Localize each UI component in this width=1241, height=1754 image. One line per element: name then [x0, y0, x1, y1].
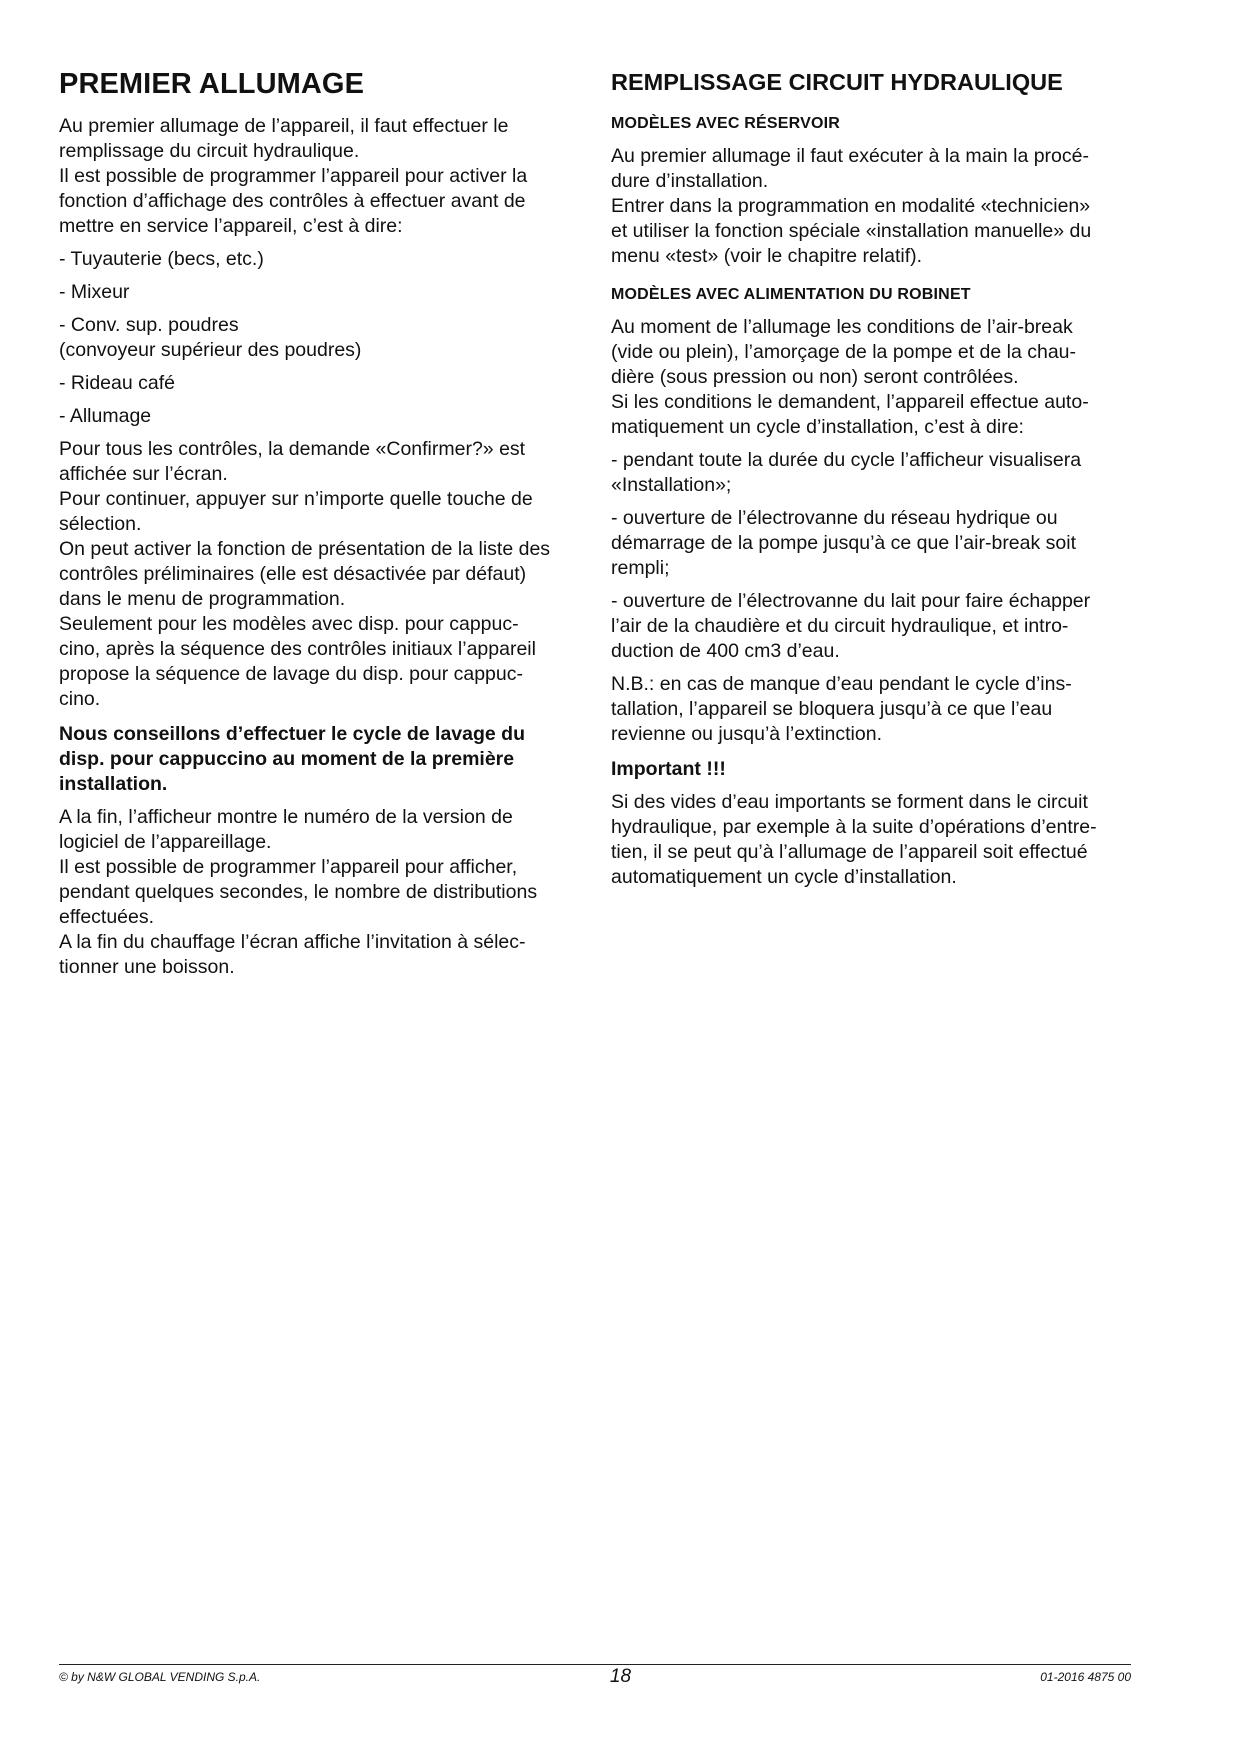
list-item: - pendant toute la durée du cycle l’afficheur visualisera «Installation»; — [611, 449, 1082, 496]
list-item: - Rideau café — [59, 372, 175, 394]
section-title-premier-allumage: PREMIER ALLUMAGE — [59, 68, 365, 100]
footer-copyright: © by N&W GLOBAL VENDING S.p.A. — [59, 1670, 261, 1684]
left-column — [59, 60, 589, 980]
paragraph-intro: Au premier allumage de l’appareil, il faut effectuer le remplissage du circuit hydraulique. Il est possible de programmer l’appareil pour activer la fonction d’affichage des contrôles à effectuer avant de mettre en service l’appareil, c’est à dire: — [59, 115, 528, 237]
installation-steps-list — [611, 448, 1141, 664]
page-number: 18 — [609, 1666, 632, 1687]
paragraph-controls: Pour tous les contrôles, la demande «Confirmer?» est affichée sur l’écran. Pour continuer, appuyer sur n’importe quelle touche de sélection. On peut activer la fonction de présentation de la liste des contrôles préliminaires (elle est désactivée par défaut) dans le menu de programmation. Seulement pour les modèles avec disp. pour cappuc- cino, après la séquence des contrôles initiaux l’appareil propose la séquence de lavage du disp. pour cappuc- cino. — [59, 438, 551, 710]
right-column — [611, 60, 1141, 890]
paragraph-end: A la fin, l’afficheur montre le numéro de la version de logiciel de l’appareillage. Il est possible de programmer l’appareil pour afficher, pendant quelques secondes, le nombre de distributions effectuées. A la fin du chauffage l’écran affiche l’invitation à sélec- tionner une boisson. — [59, 806, 538, 978]
list-item: - Mixeur — [59, 281, 130, 303]
nb-note: N.B.: en cas de manque d’eau pendant le cycle d’ins- tallation, l’appareil se bloquera jusqu’à ce que l’eau revienne ou jusqu’à l’extinction. — [611, 673, 1072, 745]
list-item: - ouverture de l’électrovanne du réseau hydrique ou démarrage de la pompe jusqu’à ce que l’air-break soit rempli; — [611, 507, 1077, 579]
paragraph-reservoir: Au premier allumage il faut exécuter à la main la procé- dure d’installation. Entrer dans la programmation en modalité «technicien» et utiliser la fonction spéciale «installation manuelle» du menu «test» (voir le chapitre relatif). — [611, 145, 1092, 267]
subheading-reservoir: MODÈLES AVEC RÉSERVOIR — [611, 115, 841, 132]
list-item: - Tuyauterie (becs, etc.) — [59, 248, 264, 270]
footer-divider — [59, 1664, 1131, 1665]
important-label: Important !!! — [611, 758, 726, 780]
subheading-robinet: MODÈLES AVEC ALIMENTATION DU ROBINET — [611, 286, 971, 303]
paragraph-important: Si des vides d’eau importants se forment dans le circuit hydraulique, par exemple à la suite d’opérations d’entre- tien, il se peut qu’à l’allumage de l’appareil soit effectué automatiquement un cycle d’installation. — [611, 791, 1097, 888]
bold-recommendation: Nous conseillons d’effectuer le cycle de lavage du disp. pour cappuccino au moment de la première installation. — [59, 723, 525, 795]
list-item: - Conv. sup. poudres (convoyeur supérieur des poudres) — [59, 314, 362, 361]
list-item: - ouverture de l’électrovanne du lait pour faire échapper l’air de la chaudière et du circuit hydraulique, et intro- duction de 400 cm3 d’eau. — [611, 590, 1091, 662]
list-item: - Allumage — [59, 405, 152, 427]
paragraph-robinet: Au moment de l’allumage les conditions de l’air-break (vide ou plein), l’amorçage de la pompe et de la chau- dière (sous pression ou non) seront contrôlées. Si les conditions le demandent, l’appareil effectue auto- matiquement un cycle d’installation, c’est à dire: — [611, 316, 1089, 438]
footer-doc-code: 01-2016 4875 00 — [1040, 1670, 1131, 1684]
section-title-remplissage: REMPLISSAGE CIRCUIT HYDRAULIQUE — [611, 69, 1063, 95]
checks-list — [59, 247, 589, 429]
